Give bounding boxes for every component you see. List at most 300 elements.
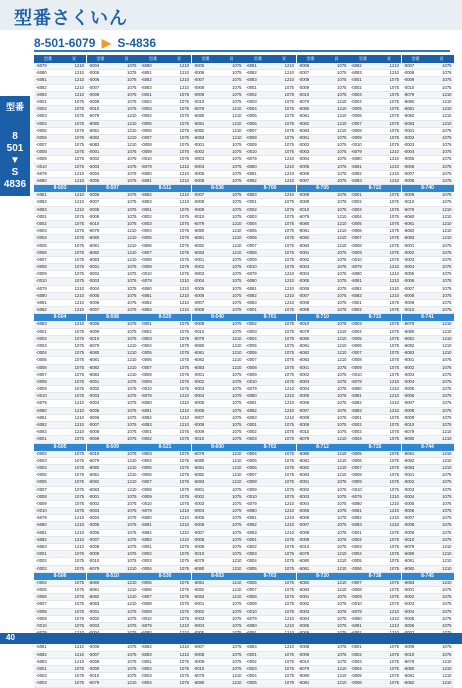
part-number: -0003 (193, 615, 205, 621)
table-row (139, 479, 191, 486)
column-header-label: 頁 (334, 56, 339, 61)
page-ref: 1075 (284, 106, 294, 112)
page-ref: 1075 (74, 350, 84, 356)
part-number: -6083 (403, 350, 415, 356)
page-ref: 1075 (232, 300, 242, 305)
part-number: -6083 (298, 127, 310, 133)
page-ref: 1210 (284, 400, 294, 406)
table-row (34, 487, 86, 494)
page-ref: 1075 (389, 673, 399, 679)
part-number: -6081 (246, 170, 257, 176)
part-number: -6080 (193, 457, 205, 463)
page-ref: 1210 (442, 579, 452, 585)
part-number: -0001 (246, 651, 257, 657)
table-row (192, 666, 244, 673)
part-number: -6079 (193, 558, 205, 564)
part-number: -0007 (403, 515, 415, 521)
page-ref: 1075 (442, 271, 452, 277)
table-row (244, 156, 296, 163)
page-ref: 1075 (179, 666, 189, 671)
page-ref: 1210 (179, 163, 189, 169)
page-ref: 1210 (389, 271, 399, 277)
part-number: -6081 (88, 472, 100, 478)
part-number: -0005 (246, 342, 257, 348)
table-row (297, 400, 349, 407)
part-number: -0002 (141, 213, 152, 219)
part-number: -6081 (141, 292, 152, 298)
table-row (192, 479, 244, 486)
table-row (244, 77, 296, 84)
page-ref: 1075 (232, 414, 242, 420)
part-number: -6081 (141, 70, 152, 76)
sidebar-tab (0, 96, 30, 196)
table-row (244, 106, 296, 113)
part-number: -6083 (193, 364, 205, 370)
table-row (244, 652, 296, 659)
page-ref: 1075 (232, 486, 242, 492)
group-header: 8-745 (402, 573, 454, 580)
page-ref: 1210 (442, 106, 452, 112)
table-row (349, 250, 401, 257)
part-number: -0001 (141, 206, 152, 212)
table-row (349, 458, 401, 465)
table-row (402, 601, 454, 608)
part-number: -0007 (298, 178, 310, 183)
table-row (34, 257, 86, 264)
page-ref: 1075 (179, 350, 189, 356)
table-row (402, 156, 454, 163)
table-row (402, 207, 454, 214)
page-ref: 1210 (232, 586, 242, 592)
table-row (192, 379, 244, 386)
part-number: -0002 (193, 264, 205, 270)
page-ref: 1075 (284, 536, 294, 542)
table-row (139, 666, 191, 673)
page-ref: 1075 (127, 106, 137, 112)
part-number: -0006 (246, 579, 257, 585)
page-ref: 1075 (179, 436, 189, 442)
page-ref: 1210 (337, 357, 347, 363)
part-number: -0010 (298, 429, 310, 435)
part-number: -0010 (298, 544, 310, 549)
part-number: -0010 (298, 91, 310, 97)
part-number: -0006 (88, 529, 100, 535)
part-number: -0006 (403, 163, 415, 169)
part-number: -6080 (36, 178, 47, 183)
table-row (402, 135, 454, 142)
table-row (349, 537, 401, 544)
part-number: -0009 (141, 493, 152, 499)
page-ref: 1075 (389, 357, 399, 363)
table-row (297, 92, 349, 99)
table-row (192, 207, 244, 214)
part-number: -0004 (36, 235, 47, 241)
table-row (34, 465, 86, 472)
page-ref: 1210 (74, 515, 84, 521)
part-number: -6082 (246, 70, 257, 76)
page-ref: 1075 (232, 84, 242, 90)
part-number: -0003 (351, 544, 362, 549)
table-row (402, 286, 454, 293)
table-row (139, 128, 191, 135)
table-row (402, 515, 454, 522)
part-number: -0008 (88, 658, 100, 664)
table-row (244, 192, 296, 199)
part-number: -0006 (246, 235, 257, 241)
part-number: -0010 (246, 608, 257, 614)
page-ref: 1075 (179, 386, 189, 392)
part-number: -0004 (403, 149, 415, 155)
table-row (192, 293, 244, 300)
table-row (402, 343, 454, 350)
part-number: -6079 (403, 429, 415, 435)
table-row (34, 336, 86, 343)
page-ref: 1210 (442, 235, 452, 241)
part-number: -6081 (141, 178, 152, 183)
page-ref: 1075 (337, 321, 347, 327)
page-ref: 1075 (127, 386, 137, 392)
page-ref: 1075 (179, 450, 189, 456)
table-row (297, 587, 349, 594)
part-number: -6081 (403, 220, 415, 226)
page-header (0, 0, 462, 30)
part-number: -0006 (246, 464, 257, 470)
part-number: -0009 (298, 536, 310, 542)
table-row (349, 350, 401, 357)
part-number: -6081 (88, 357, 100, 363)
page-ref: 1210 (74, 321, 84, 327)
part-number: -0008 (141, 486, 152, 492)
page-ref: 1075 (74, 673, 84, 679)
page-ref: 1075 (127, 163, 137, 169)
table-row (402, 228, 454, 235)
part-number: -0002 (298, 486, 310, 492)
page-ref: 1075 (179, 249, 189, 255)
table-row (192, 357, 244, 364)
part-number: -0006 (36, 364, 47, 370)
table-row (34, 451, 86, 458)
page-ref: 1075 (337, 77, 347, 83)
page-ref: 1210 (232, 235, 242, 241)
page-ref: 1075 (179, 149, 189, 155)
part-number: -0005 (246, 113, 257, 119)
part-number: -0004 (351, 666, 362, 671)
table-row (349, 257, 401, 264)
page-ref: 1075 (74, 386, 84, 392)
table-row (244, 415, 296, 422)
table-row (244, 458, 296, 465)
page-ref: 1075 (284, 673, 294, 679)
page-ref: 1075 (284, 472, 294, 478)
part-number: -0002 (141, 436, 152, 442)
table-row (34, 494, 86, 501)
part-number: -0005 (193, 285, 205, 291)
page-ref: 1075 (74, 594, 84, 600)
part-number: -0001 (141, 321, 152, 327)
part-number: -6079 (36, 63, 47, 68)
group-header: 8-509 (87, 444, 139, 451)
part-number: -0003 (88, 163, 100, 169)
part-number: -0006 (351, 113, 362, 119)
table-row (244, 85, 296, 92)
page-ref: 1210 (284, 508, 294, 514)
page-ref: 1075 (284, 371, 294, 377)
page-ref: 1210 (74, 544, 84, 549)
page-ref: 1210 (74, 536, 84, 542)
table-row (139, 458, 191, 465)
part-number: -0006 (36, 479, 47, 485)
table-row (34, 307, 86, 314)
page-ref: 1075 (127, 558, 137, 564)
table-row (192, 680, 244, 687)
table-row (34, 458, 86, 465)
part-number: -0005 (88, 407, 100, 413)
table-row (349, 70, 401, 77)
page-ref: 1075 (337, 206, 347, 212)
table-row (139, 680, 191, 687)
page-ref: 1075 (232, 515, 242, 521)
part-number: -6082 (141, 77, 152, 83)
part-number: -6082 (298, 235, 310, 241)
page-ref: 1210 (74, 407, 84, 413)
part-number: -0002 (246, 429, 257, 435)
part-number: -0004 (141, 457, 152, 463)
part-number: -6079 (298, 98, 310, 104)
table-row (192, 164, 244, 171)
table-row (87, 429, 139, 436)
page-ref: 1075 (179, 565, 189, 571)
part-number: -6083 (298, 357, 310, 363)
page-ref: 1075 (74, 328, 84, 334)
table-row (34, 164, 86, 171)
page-ref: 1075 (389, 364, 399, 370)
page-ref: 1210 (284, 192, 294, 198)
table-row (244, 343, 296, 350)
part-number: -0009 (246, 142, 257, 148)
table-row (87, 106, 139, 113)
page-ref: 1075 (442, 515, 452, 521)
table-row (139, 515, 191, 522)
page-ref: 1075 (337, 256, 347, 262)
part-number: -0005 (403, 386, 415, 392)
page-ref: 1210 (442, 91, 452, 97)
column-header-label: 型番 (254, 56, 262, 61)
page-ref: 1075 (74, 220, 84, 226)
part-number: -0003 (403, 601, 415, 607)
part-number: -6081 (141, 522, 152, 528)
part-number: -0008 (351, 127, 362, 133)
page-ref: 1075 (127, 321, 137, 327)
part-number: -0007 (193, 77, 205, 83)
part-number: -6079 (298, 436, 310, 442)
part-number: -0002 (36, 558, 47, 564)
table-row (349, 106, 401, 113)
page-ref: 1210 (179, 644, 189, 650)
part-number: -6083 (403, 120, 415, 126)
part-number: -0003 (88, 622, 100, 628)
part-number: -0010 (36, 163, 47, 169)
table-row (349, 393, 401, 400)
part-number: -6080 (141, 515, 152, 521)
page-ref: 1075 (284, 120, 294, 126)
page-ref: 1075 (284, 213, 294, 219)
part-number: -6081 (351, 622, 362, 628)
page-ref: 1210 (179, 515, 189, 521)
table-row (244, 135, 296, 142)
part-number: -0002 (351, 422, 362, 427)
index-column (139, 55, 191, 686)
part-number: -0009 (246, 256, 257, 262)
part-number: -0001 (193, 371, 205, 377)
part-number: -0004 (36, 350, 47, 356)
part-number: -6082 (88, 479, 100, 485)
part-number: -0004 (351, 98, 362, 104)
part-number: -6079 (141, 393, 152, 399)
page-ref: 1075 (337, 422, 347, 427)
page-ref: 1210 (337, 551, 347, 557)
table-row (139, 429, 191, 436)
part-number: -0007 (351, 235, 362, 241)
part-number: -6080 (246, 278, 257, 284)
part-number: -0001 (88, 493, 100, 499)
part-number: -0007 (298, 70, 310, 76)
table-row (244, 243, 296, 250)
table-row (297, 666, 349, 673)
page-ref: 1075 (442, 292, 452, 298)
part-number: -0010 (36, 508, 47, 514)
table-row (192, 386, 244, 393)
page-ref: 1075 (442, 486, 452, 492)
page-ref: 1075 (442, 300, 452, 305)
table-row (244, 350, 296, 357)
page-ref: 1075 (179, 479, 189, 485)
part-number: -0001 (246, 84, 257, 90)
table-row (349, 264, 401, 271)
page-ref: 1075 (74, 271, 84, 277)
table-row (402, 92, 454, 99)
table-row (87, 63, 139, 70)
table-row (297, 379, 349, 386)
part-number: -0004 (141, 228, 152, 234)
page-ref: 1075 (179, 120, 189, 126)
part-number: -6081 (351, 278, 362, 284)
page-ref: 1075 (232, 285, 242, 291)
part-number: -0001 (36, 666, 47, 671)
page-ref: 1075 (284, 422, 294, 427)
page-ref: 1210 (74, 170, 84, 176)
part-number: -0004 (298, 386, 310, 392)
part-number: -0006 (403, 393, 415, 399)
table-row (297, 357, 349, 364)
page-ref: 1075 (232, 400, 242, 406)
part-number: -6081 (88, 242, 100, 248)
part-number: -0007 (351, 464, 362, 470)
group-header: 8-520 (139, 314, 191, 321)
table-row (402, 214, 454, 221)
table-row (349, 666, 401, 673)
page-ref: 1210 (442, 213, 452, 219)
page-ref: 1075 (337, 134, 347, 140)
part-number: -0008 (141, 142, 152, 148)
page-ref: 1075 (232, 192, 242, 198)
table-row (34, 149, 86, 156)
page-ref: 1075 (284, 84, 294, 90)
table-row (244, 228, 296, 235)
page-ref: 1075 (442, 84, 452, 90)
table-row (192, 329, 244, 336)
part-number: -6080 (298, 558, 310, 564)
part-number: -6081 (403, 450, 415, 456)
table-row (297, 199, 349, 206)
table-row (34, 329, 86, 336)
table-row (349, 178, 401, 185)
page-ref: 1075 (337, 486, 347, 492)
table-row (139, 558, 191, 565)
table-row (349, 415, 401, 422)
index-column (349, 55, 401, 686)
page-ref: 1075 (389, 120, 399, 126)
part-number: -6082 (88, 249, 100, 255)
page-ref: 1075 (389, 457, 399, 463)
page-ref: 1075 (442, 278, 452, 284)
part-number: -0010 (88, 673, 100, 679)
part-number: -6079 (246, 500, 257, 506)
page-ref: 1210 (74, 285, 84, 291)
table-row (87, 343, 139, 350)
table-row (192, 128, 244, 135)
part-number: -0002 (298, 371, 310, 377)
page-ref: 1210 (127, 120, 137, 126)
part-number: -0007 (246, 586, 257, 592)
page-ref: 1210 (337, 98, 347, 104)
page-ref: 1210 (232, 457, 242, 463)
table-row (402, 422, 454, 429)
page-ref: 1210 (179, 192, 189, 198)
part-number: -6081 (351, 508, 362, 514)
part-number: -0008 (298, 300, 310, 305)
page-ref: 1210 (232, 120, 242, 126)
table-row (34, 666, 86, 673)
table-row (297, 99, 349, 106)
page-ref: 1210 (232, 350, 242, 356)
part-number: -0002 (351, 199, 362, 205)
page-ref: 1075 (337, 178, 347, 183)
page-ref: 1075 (442, 163, 452, 169)
page-ref: 1075 (74, 371, 84, 377)
table-row (297, 386, 349, 393)
part-number: -6082 (36, 84, 47, 90)
part-number: -0010 (88, 558, 100, 564)
page-ref: 1210 (337, 666, 347, 671)
part-number: -6080 (403, 98, 415, 104)
page-ref: 1075 (232, 307, 242, 313)
part-number: -0007 (36, 256, 47, 262)
part-number: -0008 (141, 256, 152, 262)
page-ref: 1075 (179, 134, 189, 140)
sidebar-from2: 501 (6, 143, 24, 154)
table-row (244, 508, 296, 515)
table-row (244, 479, 296, 486)
part-number: -6080 (403, 551, 415, 557)
part-number: -0008 (246, 364, 257, 370)
page-ref: 1075 (74, 364, 84, 370)
page-ref: 1075 (442, 651, 452, 657)
table-row (192, 286, 244, 293)
table-row (139, 422, 191, 429)
part-number: -0003 (298, 378, 310, 384)
page-ref: 1210 (74, 307, 84, 313)
page-ref: 1075 (284, 364, 294, 370)
